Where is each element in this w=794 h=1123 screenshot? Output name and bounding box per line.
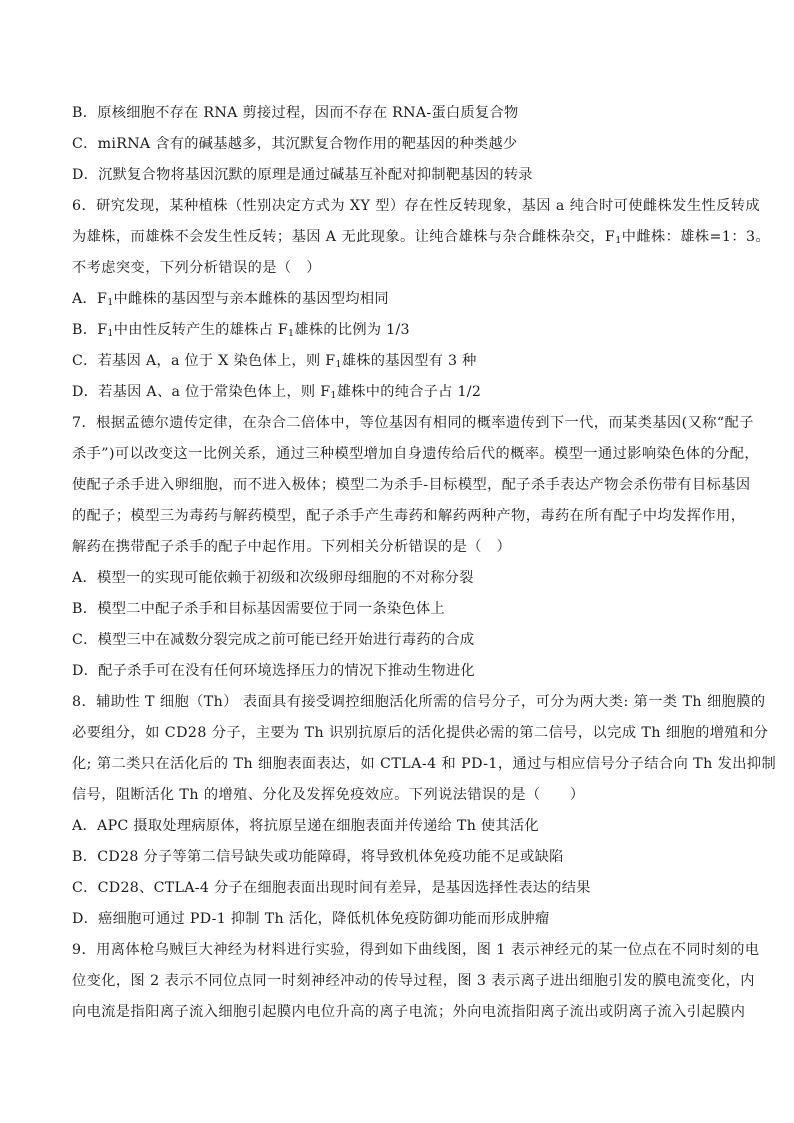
question-9-stem-line-1: 9．用离体枪乌贼巨大神经为材料进行实验，得到如下曲线图，图 1 表示神经元的某一位点在不同时刻的电	[72, 942, 760, 958]
question-8-stem-line-3: 化; 第二类只在活化后的 Th 细胞表面表达，如 CTLA-4 和 PD-1，通过与相应信号分子结合向 Th 发出抑制	[72, 756, 777, 772]
option-6a: A．$F_1$中雌株的基因型与亲本雌株的基因型均相同	[72, 291, 389, 308]
question-6-stem-line-2: 为雄株，而雄株不会发生性反转；基因 A 无此现象。让纯合雄株与杂合雌株杂交，$F_1$中雌株：雄株=1：3。	[72, 229, 771, 246]
question-9-stem-line-2: 位变化，图 2 表示不同位点同一时刻神经冲动的传导过程，图 3 表示离子进出细胞引发的膜电流变化，内	[72, 973, 755, 989]
option-7d: D．配子杀手可在没有任何环境选择压力的情况下推动生物进化	[72, 663, 475, 679]
question-9-stem-line-3: 向电流是指阳离子流入细胞引起膜内电位升高的离子电流；外向电流指阳离子流出或阴离子流入引起膜内	[72, 1004, 746, 1020]
option-8b: B．CD28 分子等第二信号缺失或功能障碍，将导致机体免疫功能不足或缺陷	[72, 849, 564, 865]
question-8-stem-line-2: 必要组分，如 CD28 分子，主要为 Th 识别抗原后的活化提供必需的第二信号，以完成 Th 细胞的增殖和分	[72, 725, 769, 741]
question-7-stem-line-5: 解药在携带配子杀手的配子中起作用。下列相关分析错误的是（ ）	[72, 539, 512, 555]
option-6b: B．$F_1$中由性反转产生的雄株占 $F_1$雄株的比例为 1/3	[72, 322, 410, 339]
option-5d: D．沉默复合物将基因沉默的原理是通过碱基互补配对抑制靶基因的转录	[72, 167, 533, 183]
option-6c: C．若基因 A，a 位于 X 染色体上，则 $F_1$雄株的基因型有 3 种	[72, 353, 477, 370]
question-7-stem-line-4: 的配子；模型三为毒药与解药模型，配子杀手产生毒药和解药两种产物，毒药在所有配子中均发挥作用，	[72, 508, 746, 524]
option-8c: C．CD28、CTLA-4 分子在细胞表面出现时间有差异，是基因选择性表达的结果	[72, 880, 591, 896]
question-8-stem-line-1: 8．辅助性 T 细胞（Th） 表面具有接受调控细胞活化所需的信号分子，可分为两大类: 第一类 Th 细胞膜的	[72, 694, 766, 710]
option-6d: D．若基因 A、a 位于常染色体上，则 $F_1$雄株中的纯合子占 1/2	[72, 384, 482, 401]
question-6-stem-line-1: 6．研究发现，某种植株（性别决定方式为 XY 型）存在性反转现象，基因 a 纯合时可使雌株发生性反转成	[72, 198, 761, 214]
question-7-stem-line-1: 7．根据孟德尔遗传定律，在杂合二倍体中，等位基因有相同的概率遗传到下一代，而某类基因(又称“配子	[72, 415, 754, 431]
option-7b: B．模型二中配子杀手和目标基因需要位于同一条染色体上	[72, 601, 445, 617]
question-8-stem-line-4: 信号，阻断活化 Th 的增殖、分化及发挥免疫效应。下列说法错误的是（ ）	[72, 787, 585, 803]
option-7c: C．模型三中在减数分裂完成之前可能已经开始进行毒药的合成	[72, 632, 475, 648]
option-5b: B．原核细胞不存在 RNA 剪接过程，因而不存在 RNA-蛋白质复合物	[72, 105, 519, 121]
option-7a: A．模型一的实现可能依赖于初级和次级卵母细胞的不对称分裂	[72, 570, 474, 586]
question-7-stem-line-3: 使配子杀手进入卵细胞，而不进入极体；模型二为杀手-目标模型，配子杀手表达产物会杀伤带有目标基因	[72, 477, 751, 493]
question-6-stem-line-3: 不考虑突变，下列分析错误的是（ ）	[72, 260, 321, 276]
option-5c: C．miRNA 含有的碱基越多，其沉默复合物作用的靶基因的种类越少	[72, 136, 518, 152]
question-7-stem-line-2: 杀手”)可以改变这一比例关系，通过三种模型增加自身遗传给后代的概率。模型一通过影响染色体的分配，	[72, 446, 760, 462]
option-8a: A．APC 摄取处理病原体，将抗原呈递在细胞表面并传递给 Th 使其活化	[72, 818, 539, 834]
option-8d: D．癌细胞可通过 PD-1 抑制 Th 活化，降低机体免疫防御功能而形成肿瘤	[72, 911, 550, 927]
